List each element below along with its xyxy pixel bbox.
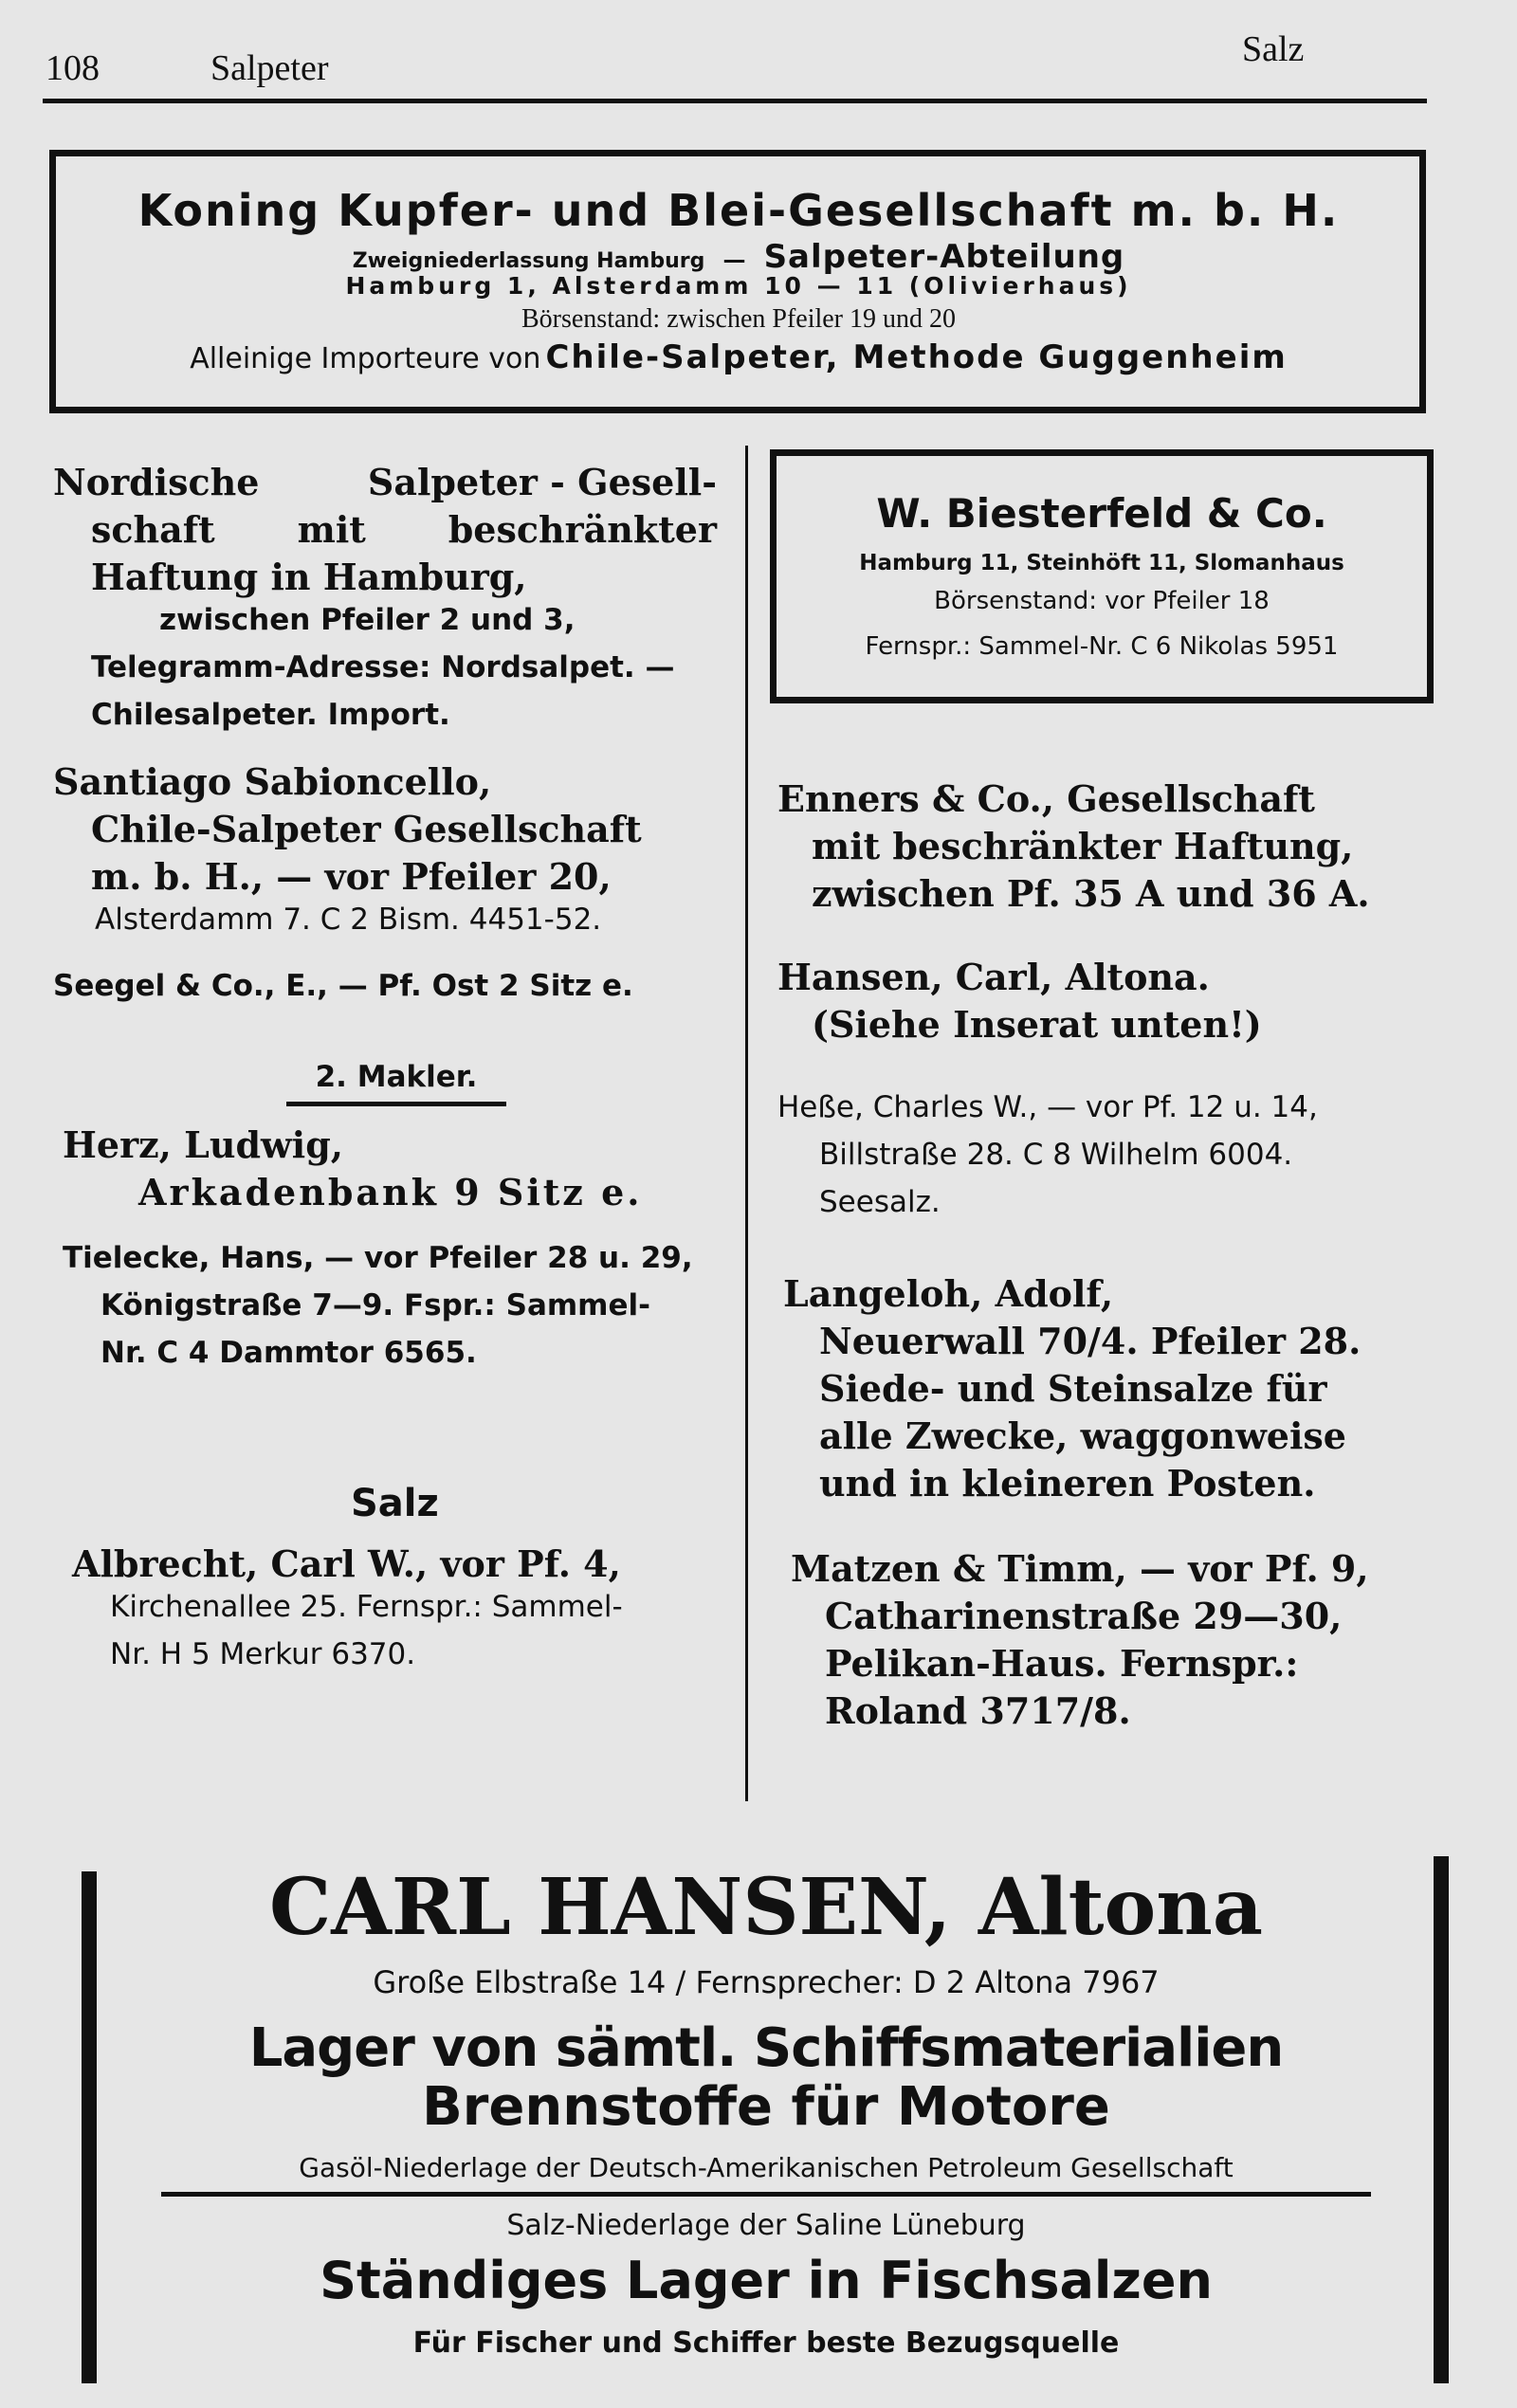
nordische-line-2 <box>91 508 717 556</box>
hansen-ad-gasoel: Gasöl-Niederlage der Deutsch-Amerikanischen Petroleum Gesellschaft <box>299 2152 1234 2183</box>
hesse-line-1: Heße, Charles W., — vor Pf. 12 u. 14, <box>777 1090 1318 1124</box>
tielecke-line-1: Tielecke, Hans, — vor Pfeiler 28 u. 29, <box>63 1241 693 1275</box>
tielecke-line-2: Königstraße 7—9. Fspr.: Sammel- <box>101 1288 650 1323</box>
nordische-word: beschränkter <box>448 508 717 551</box>
hansen-ad-address: Große Elbstraße 14 / Fernsprecher: D 2 Altona 7967 <box>373 1964 1160 2000</box>
matzen-line-1: Matzen & Timm, — vor Pf. 9, <box>791 1547 1369 1590</box>
nordische-line-3: Haftung in Hamburg, <box>91 556 527 598</box>
biesterfeld-ad-box <box>770 449 1434 703</box>
langeloh-line-3: Siede- und Steinsalze für <box>819 1367 1327 1410</box>
hansen-line-2: (Siehe Inserat unten!) <box>812 1003 1262 1046</box>
matzen-line-4: Roland 3717/8. <box>825 1689 1131 1732</box>
header-left-title: Salpeter <box>210 48 329 88</box>
albrecht-line-3: Nr. H 5 Merkur 6370. <box>110 1637 416 1671</box>
entry-enners <box>777 777 1441 920</box>
entry-seegel: Seegel & Co., E., — Pf. Ost 2 Sitz e. <box>53 969 633 1003</box>
hesse-line-2: Billstraße 28. C 8 Wilhelm 6004. <box>819 1138 1293 1172</box>
biesterfeld-address: Hamburg 11, Steinhöft 11, Slomanhaus <box>859 551 1344 575</box>
entry-nordische <box>53 461 717 745</box>
entry-herz <box>53 1123 717 1218</box>
santiago-line-4: Alsterdamm 7. C 2 Bism. 4451-52. <box>95 903 602 937</box>
koning-dash: — <box>722 246 746 273</box>
hansen-ad <box>104 1858 1428 2389</box>
koning-branch-label: Zweigniederlassung Hamburg <box>352 249 705 273</box>
nordische-word: Salpeter - Gesell- <box>367 461 717 503</box>
header-rule <box>43 99 1427 103</box>
koning-boersenstand: Börsenstand: zwischen Pfeiler 19 und 20 <box>521 304 957 334</box>
entry-matzen <box>777 1547 1441 1737</box>
biesterfeld-boersenstand: Börsenstand: vor Pfeiler 18 <box>934 587 1270 615</box>
hansen-ad-saline: Salz-Niederlage der Saline Lüneburg <box>506 2209 1026 2242</box>
matzen-line-2: Catharinenstraße 29—30, <box>825 1595 1343 1637</box>
hansen-ad-big-line-3: Ständiges Lager in Fischsalzen <box>320 2251 1213 2310</box>
santiago-line-3: m. b. H., — vor Pfeiler 20, <box>91 855 612 898</box>
page-number: 108 <box>46 48 100 88</box>
hansen-ad-divider <box>161 2192 1371 2197</box>
entry-langeloh <box>777 1272 1441 1509</box>
koning-importers-line <box>56 338 1421 376</box>
left-column <box>53 461 717 1685</box>
koning-line-branch <box>56 238 1421 276</box>
entry-albrecht <box>53 1542 717 1685</box>
biesterfeld-phone: Fernspr.: Sammel-Nr. C 6 Nikolas 5951 <box>865 632 1339 661</box>
hansen-ad-big-line-2: Brennstoffe für Motore <box>422 2076 1110 2138</box>
albrecht-line-2: Kirchenallee 25. Fernspr.: Sammel- <box>110 1590 623 1624</box>
langeloh-line-5: und in kleineren Posten. <box>819 1462 1316 1505</box>
entry-hansen <box>777 956 1441 1050</box>
herz-line-1: Herz, Ludwig, <box>63 1123 344 1166</box>
enners-line-1: Enners & Co., Gesellschaft <box>777 777 1315 820</box>
hansen-ad-footer: Für Fischer und Schiffer beste Bezugsquelle <box>412 2326 1120 2360</box>
makler-heading: 2. Makler. <box>315 1060 478 1094</box>
column-divider <box>745 446 748 1801</box>
tielecke-line-3: Nr. C 4 Dammtor 6565. <box>101 1336 477 1370</box>
santiago-line-2: Chile-Salpeter Gesellschaft <box>91 808 642 850</box>
makler-heading-rule <box>286 1102 506 1106</box>
entry-tielecke <box>53 1241 717 1383</box>
makler-heading-wrap <box>286 1060 506 1106</box>
koning-product: Chile-Salpeter, Methode Guggenheim <box>545 338 1288 376</box>
enners-line-2: mit beschränkter Haftung, <box>812 825 1354 867</box>
nordische-line-4: zwischen Pfeiler 2 und 3, <box>159 603 576 637</box>
langeloh-line-4: alle Zwecke, waggonweise <box>819 1414 1346 1457</box>
nordische-word: Nordische <box>53 461 260 503</box>
hansen-line-1: Hansen, Carl, Altona. <box>777 956 1210 998</box>
koning-importers-label: Alleinige Importeure von <box>190 342 541 375</box>
enners-line-3: zwischen Pf. 35 A und 36 A. <box>812 872 1370 915</box>
herz-line-2: Arkadenbank 9 Sitz e. <box>138 1171 643 1213</box>
albrecht-line-1: Albrecht, Carl W., vor Pf. 4, <box>72 1542 621 1585</box>
entry-hesse <box>777 1090 1441 1232</box>
matzen-line-3: Pelikan-Haus. Fernspr.: <box>825 1642 1299 1685</box>
koning-department: Salpeter-Abteilung <box>763 238 1125 276</box>
santiago-line-1: Santiago Sabioncello, <box>53 760 492 803</box>
right-column <box>777 777 1441 1737</box>
koning-address: Hamburg 1, Alsterdamm 10 — 11 (Olivierhaus) <box>345 272 1132 300</box>
biesterfeld-company-name: W. Biesterfeld & Co. <box>876 490 1327 537</box>
langeloh-line-2: Neuerwall 70/4. Pfeiler 28. <box>819 1320 1362 1362</box>
koning-company-name: Koning Kupfer- und Blei-Gesellschaft m. b. H. <box>137 185 1340 236</box>
nordische-word: mit <box>297 508 366 551</box>
nordische-line-6: Chilesalpeter. Import. <box>91 698 450 732</box>
salz-heading: Salz <box>351 1482 439 1525</box>
nordische-line-5: Telegramm-Adresse: Nordsalpet. — <box>91 650 675 684</box>
hansen-ad-right-bar <box>1434 1856 1449 2383</box>
nordische-word: schaft <box>91 508 215 551</box>
hansen-ad-big-line-1: Lager von sämtl. Schiffsmaterialien <box>248 2017 1284 2079</box>
nordische-line-1 <box>53 461 717 508</box>
hesse-line-3: Seesalz. <box>819 1185 941 1219</box>
header-right-title: Salz <box>1242 29 1305 69</box>
koning-ad-box <box>49 150 1426 413</box>
hansen-ad-left-bar <box>82 1871 97 2383</box>
hansen-ad-title: CARL HANSEN, Altona <box>269 1862 1263 1953</box>
entry-santiago <box>53 760 717 950</box>
langeloh-line-1: Langeloh, Adolf, <box>783 1272 1114 1315</box>
